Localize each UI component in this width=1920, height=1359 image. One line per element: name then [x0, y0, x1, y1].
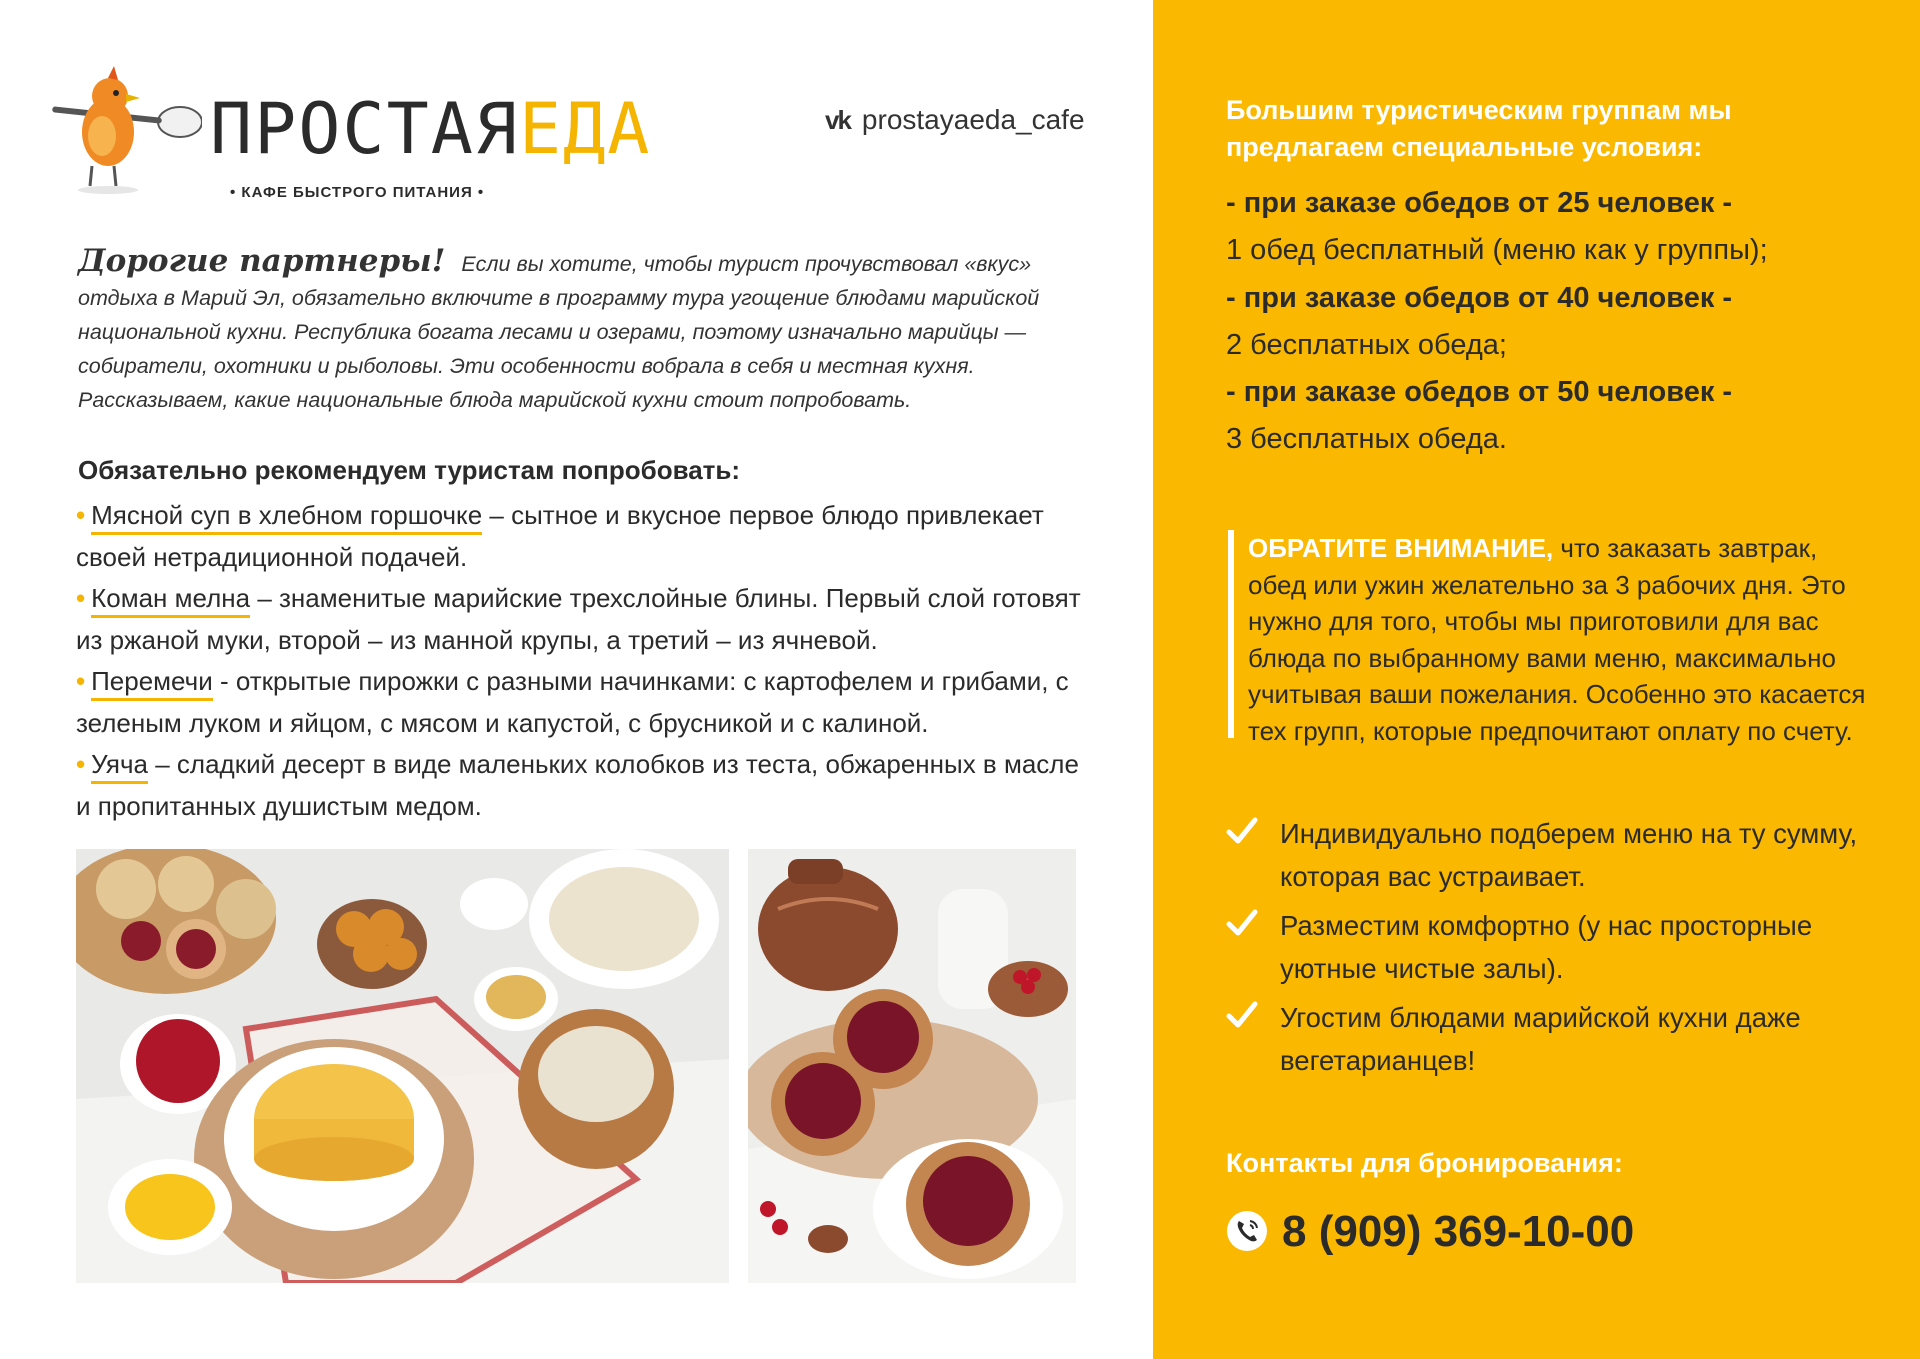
- checkmark-icon: [1226, 816, 1258, 846]
- offer-bonus: 3 бесплатных обеда.: [1226, 423, 1507, 456]
- dish-desc: – знаменитые марийские трехслойные блины. Первый слой готовят из ржаной муки, второй – из манной крупы, а третий – из ячневой.: [76, 583, 1081, 655]
- bird-mascot-icon: [52, 66, 202, 206]
- brand-name-part2: ЕДА: [519, 88, 652, 170]
- social-handle[interactable]: [825, 104, 1085, 136]
- phone-number: 8 (909) 369-10-00: [1282, 1207, 1635, 1256]
- notice-text: что заказать завтрак, обед или ужин желательно за 3 рабочих дня. Это нужно для того, чтобы мы приготовили для вас блюда по выбранному вами меню, максимально учитывая ваши пожелания. Особенно это касается тех групп, которые предпочитают оплату по счету.: [1248, 533, 1866, 746]
- greeting: Дорогие партнеры!: [78, 243, 446, 279]
- brand-name: [210, 88, 652, 170]
- right-column: [1153, 0, 1920, 1359]
- checkmark-icon: [1226, 908, 1258, 938]
- dish-desc: – сладкий десерт в виде маленьких колобков из теста, обжаренных в масле и пропитанных душистым медом.: [76, 749, 1079, 821]
- dish-name: Перемечи: [91, 666, 213, 701]
- brand-tagline: • КАФЕ БЫСТРОГО ПИТАНИЯ •: [230, 184, 485, 201]
- offer-bonus: 2 бесплатных обеда;: [1226, 328, 1507, 361]
- dish-item: [76, 744, 1086, 827]
- bullet-icon: •: [76, 500, 86, 530]
- food-photo-pies: [748, 849, 1076, 1283]
- dish-item: [76, 495, 1086, 578]
- vk-icon: vk: [825, 105, 850, 135]
- recommend-title: Обязательно рекомендуем туристам попробовать:: [78, 455, 741, 485]
- dish-item: [76, 661, 1086, 744]
- phone-icon: [1226, 1210, 1268, 1252]
- benefits-list: [1226, 812, 1866, 1088]
- brand-name-part1: ПРОСТАЯ: [210, 88, 520, 170]
- notice-highlight: ОБРАТИТЕ ВНИМАНИЕ,: [1248, 533, 1554, 563]
- benefit-item: [1226, 996, 1866, 1082]
- bullet-icon: •: [76, 666, 86, 696]
- intro-paragraph: [78, 244, 1078, 417]
- benefit-text: Индивидуально подберем меню на ту сумму, которая вас устраивает.: [1280, 818, 1858, 892]
- offer-condition: - при заказе обедов от 40 человек -: [1226, 281, 1733, 314]
- benefit-item: [1226, 904, 1866, 990]
- social-handle-text: prostayaeda_cafe: [861, 104, 1085, 135]
- benefit-text: Разместим комфортно (у нас просторные уютные чистые залы).: [1280, 910, 1813, 984]
- bullet-icon: •: [76, 583, 86, 613]
- bullet-icon: •: [76, 749, 86, 779]
- intro-text: Если вы хотите, чтобы турист прочувствовал «вкус» отдыха в Марий Эл, обязательно включите в программу тура угощение блюдами марийской национальной кухни. Республика богата лесами и озерами, поэтому изначально марийцы — собиратели, охотники и рыболовы. Эти особенности вобрала в себя и местная кухня. Рассказываем, какие национальные блюда марийской кухни стоит попробовать.: [78, 252, 1040, 412]
- notice-block: [1228, 530, 1878, 746]
- food-photo-main: [76, 849, 729, 1283]
- benefit-item: [1226, 812, 1866, 898]
- dish-item: [76, 578, 1086, 661]
- group-offers: [1226, 180, 1876, 464]
- dish-name: Мясной суп в хлебном горшочке: [91, 500, 482, 535]
- groups-title: Большим туристическим группам мы предлагаем специальные условия:: [1226, 95, 1732, 162]
- checkmark-icon: [1226, 1000, 1258, 1030]
- benefit-text: Угостим блюдами марийской кухни даже вегетарианцев!: [1280, 1002, 1801, 1076]
- offer-condition: - при заказе обедов от 25 человек -: [1226, 187, 1733, 219]
- dish-name: Коман мелна: [91, 583, 250, 618]
- offer-condition: - при заказе обедов от 50 человек -: [1226, 376, 1733, 409]
- dish-list: [76, 495, 1086, 827]
- dish-desc: – сытное и вкусное первое блюдо привлекает своей нетрадиционной подачей.: [76, 500, 1044, 572]
- dish-desc: - открытые пирожки с разными начинками: с картофелем и грибами, с зеленым луком и яйцом, с мясом и капустой, с брусникой и с калиной.: [76, 666, 1069, 738]
- dish-name: Уяча: [91, 749, 148, 784]
- offer-bonus: 1 обед бесплатный (меню как у группы);: [1226, 234, 1768, 267]
- logo: [52, 66, 652, 206]
- contacts-title: Контакты для бронирования:: [1226, 1148, 1623, 1178]
